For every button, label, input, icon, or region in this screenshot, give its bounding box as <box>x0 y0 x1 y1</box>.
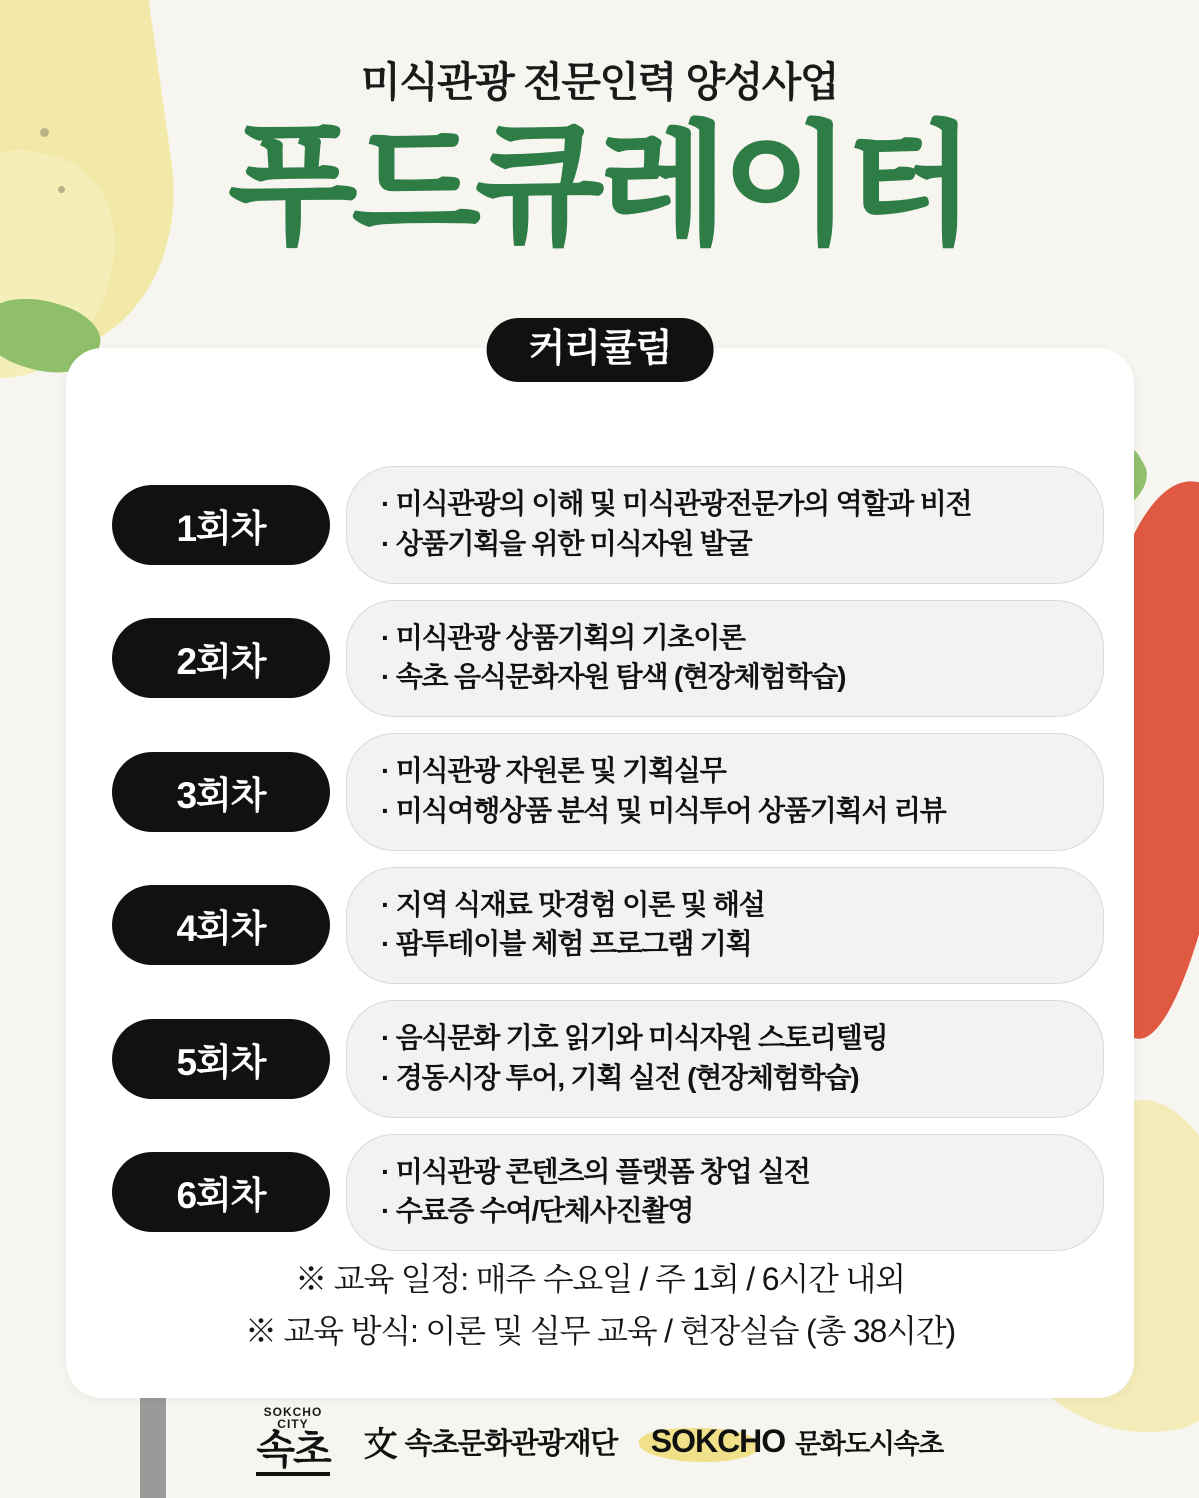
session-topics-4 <box>346 867 1104 985</box>
session-label-4: 4회차 <box>112 885 330 965</box>
brand-tagline: 문화도시속초 <box>795 1428 943 1459</box>
topic-line: · 팜투테이블 체험 프로그램 기획 <box>381 928 752 960</box>
table-row <box>66 733 1134 851</box>
session-label-1: 1회차 <box>112 485 330 565</box>
curriculum-card <box>66 328 1134 1398</box>
session-topics-5 <box>346 1000 1104 1118</box>
sokcho-city-logo-eng-line2: CITY <box>277 1417 309 1431</box>
topic-line: · 미식관광 상품기획의 기초이론 <box>381 621 745 653</box>
session-topics-3 <box>346 733 1104 851</box>
schedule-notes <box>66 1254 1134 1358</box>
session-label-5: 5회차 <box>112 1019 330 1099</box>
curriculum-list <box>66 466 1134 1267</box>
footer-logos <box>0 1406 1199 1476</box>
topic-line: · 미식관광 자원론 및 기획실무 <box>381 755 726 786</box>
sokcho-city-logo-kor: 속초 <box>256 1430 329 1476</box>
session-topics-1 <box>346 466 1104 584</box>
session-label-2: 2회차 <box>112 618 330 698</box>
foundation-mark-icon: 文 <box>363 1425 395 1464</box>
topic-line: · 미식여행상품 분석 및 미식투어 상품기획서 리뷰 <box>381 794 946 826</box>
sokcho-city-logo <box>256 1406 329 1476</box>
table-row <box>66 867 1134 985</box>
topic-line: · 미식관광 콘텐츠의 플랫폼 창업 실전 <box>381 1155 810 1187</box>
foundation-name: 속초문화관광재단 <box>404 1427 617 1460</box>
topic-line: · 음식문화 기호 읽기와 미식자원 스토리텔링 <box>381 1022 888 1053</box>
page-title: 푸드큐레이터 <box>228 112 971 259</box>
topic-line: · 속초 음식문화자원 탐색 (현장체험학습) <box>381 661 846 693</box>
program-subtitle: 미식관광 전문인력 양성사업 <box>360 59 839 105</box>
poster-header <box>0 59 1199 259</box>
table-row <box>66 1134 1134 1252</box>
table-row <box>66 600 1134 718</box>
topic-line: · 미식관광의 이해 및 미식관광전문가의 역할과 비전 <box>381 488 972 519</box>
topic-line: · 지역 식재료 맛경험 이론 및 해설 <box>381 888 765 920</box>
table-row <box>66 466 1134 584</box>
topic-line: · 수료증 수여/단체사진촬영 <box>381 1195 694 1227</box>
session-label-6: 6회차 <box>112 1152 330 1232</box>
sokcho-culture-city-logo <box>651 1422 943 1461</box>
session-topics-6 <box>346 1134 1104 1252</box>
brand-word: SOKCHO <box>650 1422 786 1459</box>
session-topics-2 <box>346 600 1104 718</box>
note-schedule: ※ 교육 일정: 매주 수요일 / 주 1회 / 6시간 내외 <box>295 1261 905 1298</box>
session-label-3: 3회차 <box>112 752 330 832</box>
topic-line: · 상품기획을 위한 미식자원 발굴 <box>381 527 752 559</box>
sokcho-foundation-logo <box>364 1417 617 1466</box>
sokcho-city-logo-eng-line1: SOKCHO <box>263 1405 323 1419</box>
note-method: ※ 교육 방식: 이론 및 실무 교육 / 현장실습 (총 38시간) <box>244 1313 955 1350</box>
table-row <box>66 1000 1134 1118</box>
topic-line: · 경동시장 투어, 기획 실전 (현장체험학습) <box>381 1061 859 1093</box>
curriculum-badge: 커리큘럼 <box>487 318 714 382</box>
